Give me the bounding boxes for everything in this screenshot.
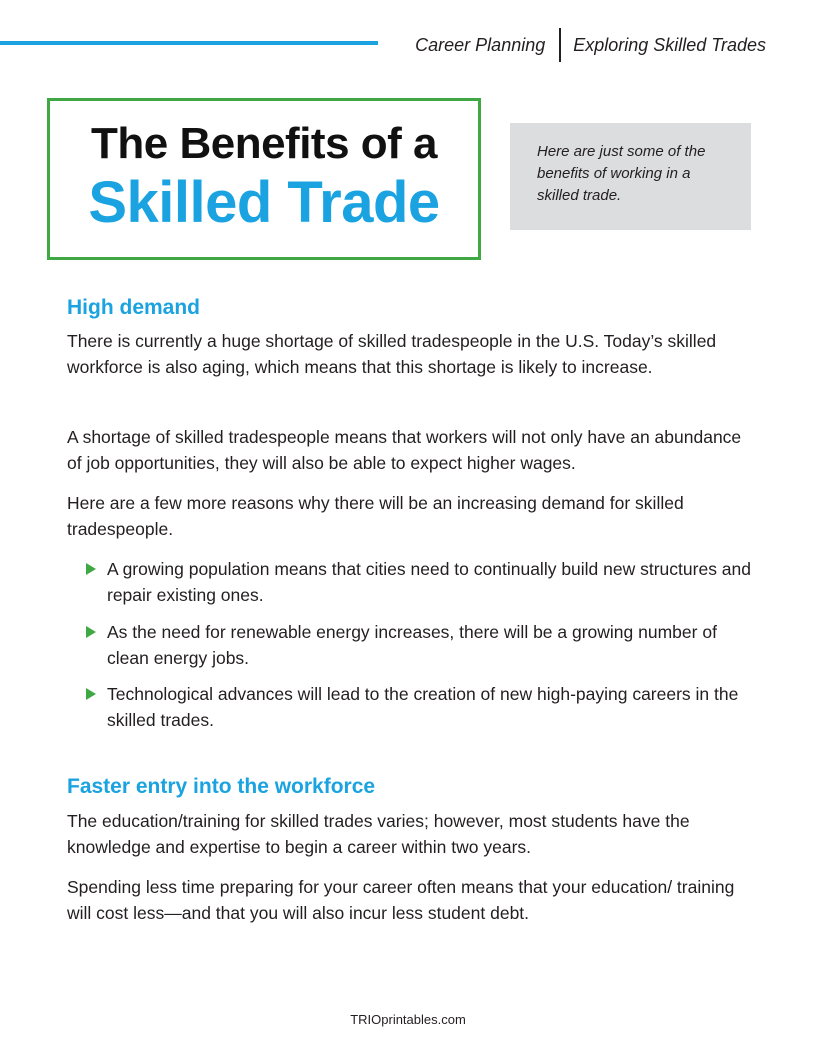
triangle-bullet-icon	[86, 563, 96, 575]
section-high-demand	[67, 295, 757, 321]
paragraph	[67, 424, 757, 476]
section-heading: High demand	[67, 296, 201, 319]
list-item-text: As the need for renewable energy increases, there will be a growing number of clean energy jobs.	[107, 622, 717, 668]
paragraph	[67, 490, 757, 542]
paragraph-text: There is currently a huge shortage of skilled tradespeople in the U.S. Today’s skilled workforce is also aging, which means that this shortage is likely to increase.	[67, 331, 717, 377]
paragraph-text: The education/training for skilled trades varies; however, most students have the knowledge and expertise to begin a career within two years.	[67, 811, 690, 857]
bullet-list	[67, 681, 757, 733]
title-box	[47, 98, 481, 260]
list-item-text: Technological advances will lead to the creation of new high-paying careers in the skilled trades.	[107, 684, 739, 730]
list-item-text: A growing population means that cities need to continually build new structures and repair existing ones.	[107, 559, 752, 605]
header-divider	[559, 28, 561, 62]
header-nav	[415, 28, 766, 62]
list-item	[67, 619, 757, 671]
bullet-list	[67, 619, 757, 671]
title-line-1: The Benefits of a	[91, 119, 437, 168]
triangle-bullet-icon	[86, 688, 96, 700]
paragraph	[67, 328, 757, 380]
footer-site: TRIOprintables.com	[350, 1012, 466, 1027]
header-category: Career Planning	[415, 34, 546, 55]
header-accent-rule	[0, 41, 378, 45]
paragraph-text: Here are a few more reasons why there will be an increasing demand for skilled tradespeople.	[67, 493, 684, 539]
bullet-list	[67, 556, 757, 608]
paragraph-text: Spending less time preparing for your career often means that your education/ training will cost less—and that you will also incur less student debt.	[67, 877, 735, 923]
title-line-2: Skilled Trade	[88, 170, 440, 235]
list-item	[67, 556, 757, 608]
section-heading: Faster entry into the workforce	[67, 775, 376, 798]
paragraph-text: A shortage of skilled tradespeople means that workers will not only have an abundance of job opportunities, they will also be able to expect higher wages.	[67, 427, 742, 473]
intro-callout: Here are just some of the benefits of working in a skilled trade.	[510, 123, 751, 230]
triangle-bullet-icon	[86, 626, 96, 638]
header-topic: Exploring Skilled Trades	[573, 34, 766, 55]
paragraph	[67, 874, 757, 926]
paragraph	[67, 808, 757, 860]
section-faster-entry	[67, 774, 757, 800]
list-item	[67, 681, 757, 733]
